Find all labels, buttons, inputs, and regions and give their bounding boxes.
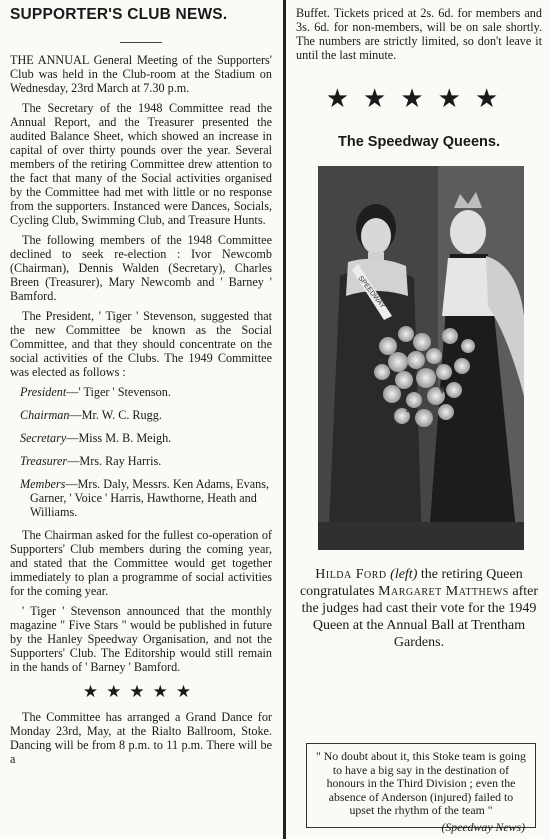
role-name: Mrs. Ray Harris. bbox=[79, 454, 162, 468]
column-rule bbox=[283, 0, 286, 839]
role-label: President bbox=[20, 385, 67, 399]
quote-source: (Speedway News) bbox=[441, 819, 525, 834]
left-column bbox=[10, 0, 272, 772]
role-members: Members—Mrs. Daly, Messrs. Ken Adams, Evans, Garner, ' Voice ' Harris, Hawthorne, Heath and Williams. bbox=[20, 477, 270, 519]
caption-name-1: Hilda Ford bbox=[315, 567, 387, 582]
role-secretary: Secretary—Miss M. B. Meigh. bbox=[20, 431, 172, 445]
role-name: ' Tiger ' Stevenson. bbox=[78, 385, 171, 399]
paragraph-report: The Secretary of the 1948 Committee read the Annual Report, and the Treasurer presented the audited Balance Sheet, which showed an increase in capital of over thirty pounds over the year. Several members of the retiring Committee drew attention to the fact that many of the Social activities organised by the Committee had met with little or no response from the supporters. Instanced were Dances, Socials, Cycling Club, Swimming Club, and Treasure Hunts. bbox=[10, 101, 272, 227]
paragraph-chairman: The Chairman asked for the fullest co-operation of Supporters' Club members during the coming year, and stated that the Committee would get together immediately to plan a programme of social activities for the coming year. bbox=[10, 528, 272, 598]
speedway-queens-photo bbox=[318, 166, 524, 550]
caption-name-2: Margaret Matthews bbox=[378, 584, 509, 599]
role-president: President—' Tiger ' Stevenson. bbox=[20, 385, 171, 399]
photo-title: The Speedway Queens. bbox=[338, 134, 500, 150]
paragraph-dance: The Committee has arranged a Grand Dance for Monday 23rd, May, at the Rialto Ballroom, Stoke. Dancing will be from 8 p.m. to 11 p.m. There will be a bbox=[10, 710, 272, 766]
caption-text-2: after the judges had cast their vote for the 1949 Queen at the Annual Ball at Trentham Gardens. bbox=[301, 584, 539, 650]
quote-text: " No doubt about it, this Stoke team is going to have a big say in the destination of honours in the Third Division ; even the absence of Anderson (injured) failed to upset the rhythm of the team " bbox=[316, 749, 526, 817]
photo-caption bbox=[296, 566, 542, 651]
right-column bbox=[296, 0, 542, 834]
quote-box bbox=[306, 743, 536, 834]
role-treasurer: Treasurer—Mrs. Ray Harris. bbox=[20, 454, 162, 468]
paragraph-dance-continued: Buffet. Tickets priced at 2s. 6d. for members and 3s. 6d. for non-members, will be on sale shortly. The numbers are strictly limited, so don't leave it until the last minute. bbox=[296, 6, 542, 62]
divider bbox=[120, 42, 162, 43]
page-heading: SUPPORTER'S CLUB NEWS. bbox=[10, 6, 228, 23]
paragraph-magazine: ' Tiger ' Stevenson announced that the monthly magazine " Five Stars " would be published in future by the Hanley Speedway Organisation, and not the Supporters' Club. The Editorship would still remain in the hands of ' Barney ' Bamford. bbox=[10, 604, 272, 674]
role-label: Secretary bbox=[20, 431, 67, 445]
role-name: Mrs. Daly, Messrs. Ken Adams, Evans, Garner, ' Voice ' Harris, Hawthorne, Heath and Williams. bbox=[30, 477, 270, 519]
role-name: Miss M. B. Meigh. bbox=[78, 431, 172, 445]
role-label: Treasurer bbox=[20, 454, 68, 468]
role-chairman: Chairman—Mr. W. C. Rugg. bbox=[20, 408, 162, 422]
caption-text-1: the retiring Queen congratulates bbox=[299, 567, 523, 599]
caption-left: (left) bbox=[390, 567, 418, 582]
star-divider-large: ★★★★★ bbox=[325, 84, 513, 113]
paragraph-agm: THE ANNUAL General Meeting of the Supporters' Club was held in the Club-room at the Stadium on Wednesday, 23rd March at 7.30 p.m. bbox=[10, 53, 272, 95]
star-divider: ★★★★★ bbox=[82, 682, 200, 701]
role-label: Members bbox=[20, 477, 66, 491]
role-name: Mr. W. C. Rugg. bbox=[81, 408, 162, 422]
sash-text: SPEEDWAY bbox=[356, 274, 386, 310]
role-label: Chairman bbox=[20, 408, 70, 422]
photo-illustration bbox=[318, 166, 524, 550]
paragraph-declined: The following members of the 1948 Committee declined to seek re-election : Ivor Newcomb (Chairman), Dennis Walden (Secretary), Charles Breen (Treasurer), Mary Newcomb and ' Barney ' Bamford. bbox=[10, 233, 272, 303]
paragraph-president: The President, ' Tiger ' Stevenson, suggested that the new Committee be known as the Social Committee, and that they should concentrate on the social activities of the Clubs. The 1949 Committee was elected as follows : bbox=[10, 309, 272, 379]
